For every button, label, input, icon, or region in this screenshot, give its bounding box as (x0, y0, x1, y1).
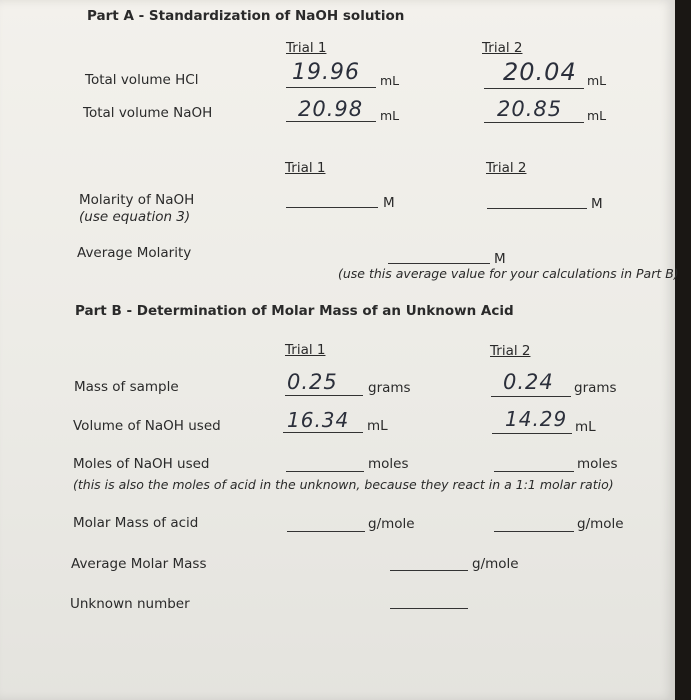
moles-trial2-unit: moles (577, 456, 618, 472)
part-a-trial2-header-2: Trial 2 (486, 160, 527, 176)
part-b-trial1-header: Trial 1 (285, 342, 326, 358)
moles-trial1-blank[interactable] (286, 471, 364, 472)
mass-trial2-unit: grams (574, 380, 617, 396)
average-molar-mass-label: Average Molar Mass (71, 556, 207, 572)
molarity-trial1-blank[interactable] (286, 207, 378, 208)
molar-mass-acid-label: Molar Mass of acid (73, 515, 199, 531)
part-b-title: Part B - Determination of Molar Mass of an Unknown Acid (75, 303, 514, 319)
part-a-trial1-header: Trial 1 (286, 40, 327, 56)
hcl-trial2-blank (484, 88, 584, 89)
unknown-number-blank[interactable] (390, 608, 468, 609)
molarity-trial2-blank[interactable] (487, 208, 587, 209)
average-molar-mass-unit: g/mole (472, 556, 519, 572)
hcl-trial1-value[interactable]: 19.96 (292, 60, 360, 85)
average-molarity-unit: M (494, 251, 506, 267)
moles-note: (this is also the moles of acid in the unknown, because they react in a 1:1 molar ratio) (73, 477, 614, 492)
mass-trial2-value[interactable]: 0.24 (503, 370, 554, 394)
average-molarity-note: (use this average value for your calculations in Part B) (338, 266, 679, 281)
molarity-trial2-unit: M (591, 196, 603, 212)
mass-trial1-value[interactable]: 0.25 (287, 370, 338, 394)
mass-trial1-blank (285, 395, 363, 396)
molar-mass-trial1-unit: g/mole (368, 516, 415, 532)
naoh-trial2-unit: mL (587, 108, 607, 123)
part-a-trial2-header: Trial 2 (482, 40, 523, 56)
volume-trial1-blank (283, 432, 363, 433)
mass-trial1-unit: grams (368, 380, 411, 396)
molarity-trial1-unit: M (383, 195, 395, 211)
naoh-trial2-blank (484, 122, 584, 123)
naoh-trial1-unit: mL (380, 108, 400, 123)
naoh-trial1-blank (286, 121, 376, 122)
volume-trial1-unit: mL (367, 418, 388, 434)
part-b-trial2-header: Trial 2 (490, 343, 531, 359)
hcl-trial1-unit: mL (380, 73, 400, 88)
volume-naoh-used-label: Volume of NaOH used (73, 418, 221, 434)
volume-trial1-value[interactable]: 16.34 (287, 408, 350, 432)
molar-mass-trial2-blank[interactable] (494, 531, 574, 532)
hcl-trial2-unit: mL (587, 73, 607, 88)
naoh-trial1-value[interactable]: 20.98 (298, 97, 364, 121)
part-a-trial1-header-2: Trial 1 (285, 160, 326, 176)
total-volume-hcl-label: Total volume HCl (85, 72, 199, 88)
volume-trial2-value[interactable]: 14.29 (505, 407, 568, 431)
moles-trial1-unit: moles (368, 456, 409, 472)
mass-of-sample-label: Mass of sample (74, 379, 179, 395)
molarity-naoh-note: (use equation 3) (79, 209, 191, 225)
average-molarity-blank[interactable] (388, 263, 490, 264)
naoh-trial2-value[interactable]: 20.85 (497, 97, 563, 121)
volume-trial2-blank (492, 433, 572, 434)
average-molarity-label: Average Molarity (77, 245, 192, 261)
volume-trial2-unit: mL (575, 419, 596, 435)
average-molar-mass-blank[interactable] (390, 570, 468, 571)
mass-trial2-blank (491, 396, 571, 397)
molar-mass-trial2-unit: g/mole (577, 516, 624, 532)
molarity-naoh-label: Molarity of NaOH (79, 192, 195, 208)
molar-mass-trial1-blank[interactable] (287, 531, 365, 532)
part-a-title: Part A - Standardization of NaOH solution (87, 8, 405, 24)
unknown-number-label: Unknown number (70, 596, 190, 612)
hcl-trial1-blank (286, 87, 376, 88)
moles-naoh-used-label: Moles of NaOH used (73, 456, 210, 472)
total-volume-naoh-label: Total volume NaOH (83, 105, 213, 121)
moles-trial2-blank[interactable] (494, 471, 574, 472)
hcl-trial2-value[interactable]: 20.04 (503, 58, 577, 86)
